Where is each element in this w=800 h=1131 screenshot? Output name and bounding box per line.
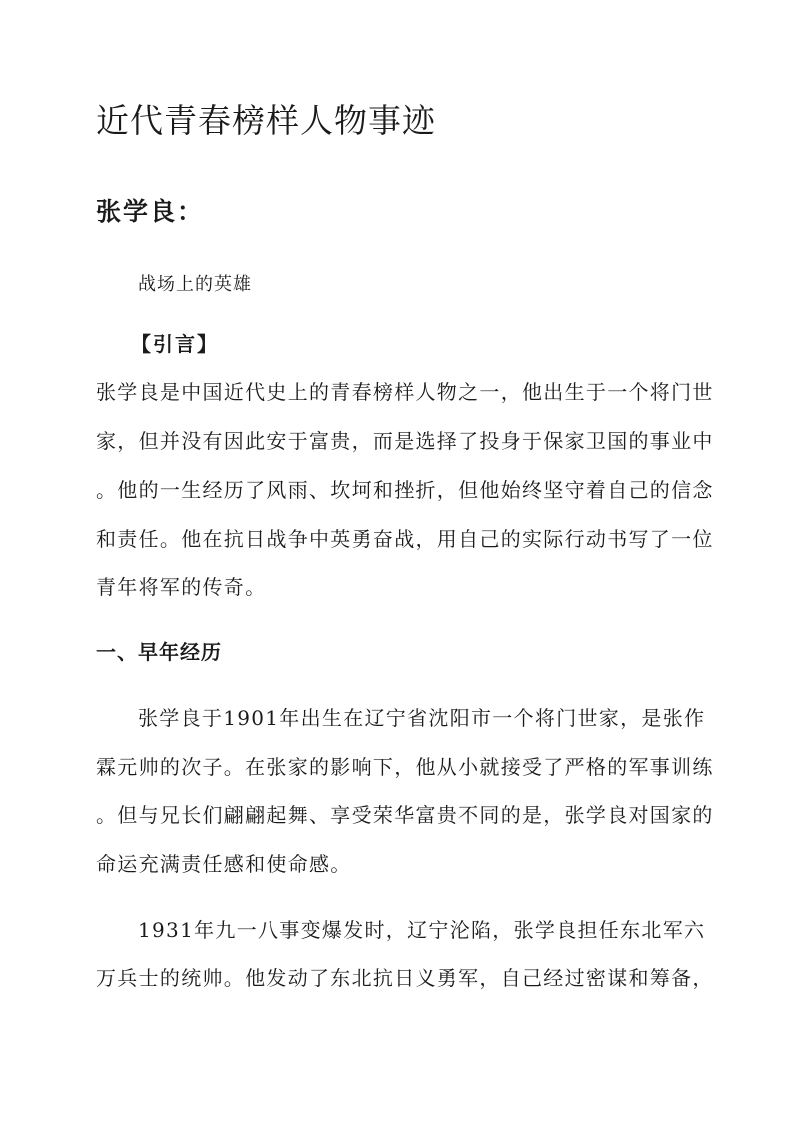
intro-line: 张学良是中国近代史上的青春榜样人物之一，他出生于一个将门世: [96, 380, 714, 404]
paragraph-line: 万兵士的统帅。他发动了东北抗日义勇军，自己经过密谋和筹备，: [96, 966, 714, 990]
intro-line: 和责任。他在抗日战争中英勇奋战，用自己的实际行动书写了一位: [96, 527, 714, 551]
paragraph-line: 霖元帅的次子。在张家的影响下，他从小就接受了严格的军事训练: [96, 755, 714, 779]
intro-line: 家，但并没有因此安于富贵，而是选择了投身于保家卫国的事业中: [96, 429, 714, 453]
document-title: 近代青春榜样人物事迹: [96, 101, 436, 140]
section-heading: 一、早年经历: [96, 640, 222, 664]
paragraph-line: 张学良于1901年出生在辽宁省沈阳市一个将门世家，是张作: [138, 706, 706, 730]
paragraph-line: 命运充满责任感和使命感。: [96, 852, 352, 876]
intro-label: 【引言】: [131, 332, 219, 356]
paragraph-line: 1931年九一八事变爆发时，辽宁沦陷，张学良担任东北军六: [138, 918, 706, 942]
person-heading: 张学良：: [96, 197, 205, 226]
intro-line: 青年将军的传奇。: [96, 575, 267, 599]
intro-line: 。他的一生经历了风雨、坎坷和挫折，但他始终坚守着自己的信念: [96, 478, 714, 502]
paragraph-line: 。但与兄长们翩翩起舞、享受荣华富贵不同的是，张学良对国家的: [96, 803, 714, 827]
person-subtitle: 战场上的英雄: [138, 274, 252, 295]
